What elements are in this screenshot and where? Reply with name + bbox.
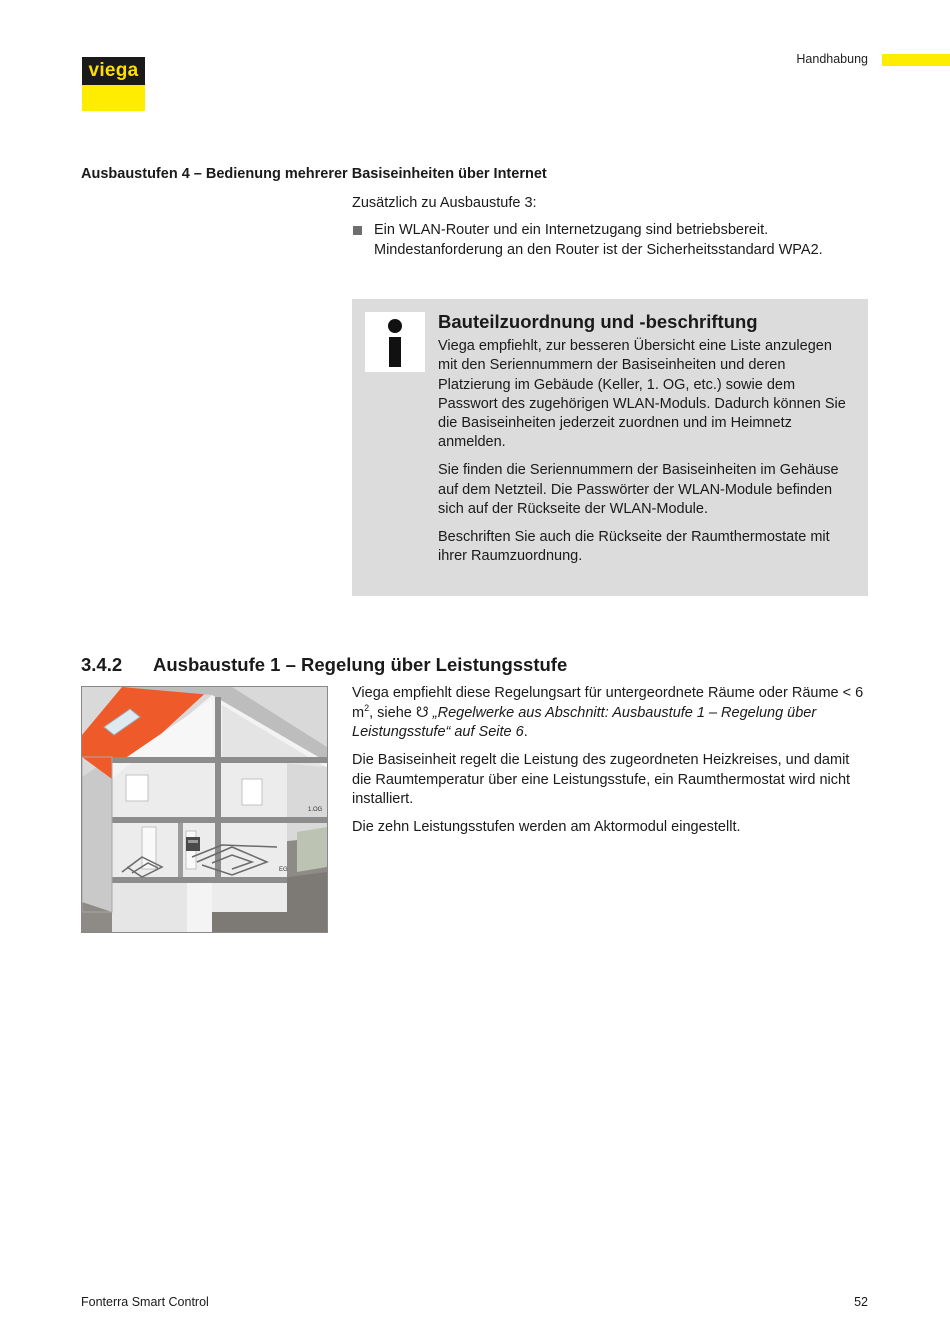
info-paragraph-3: Beschriften Sie auch die Rückseite der Raumthermostate mit ihrer Raumzuordnung. [438,528,830,564]
info-content [438,311,850,575]
house-illustration [81,686,328,933]
bullet-item [352,221,890,260]
section-marker-bar [882,54,950,66]
section-number: 3.4.2 [81,654,123,675]
reference-link[interactable]: ☋ „Regelwerke aus Abschnitt: Ausbaustufe 1 – Regelung über Leistungsstufe“ auf Seite 6 [352,704,817,740]
section-body [352,684,868,846]
heading-ausbaustufe-4: Ausbaustufen 4 – Bedienung mehrerer Basiseinheiten über Internet [81,166,547,182]
footer-product: Fonterra Smart Control [81,1295,209,1309]
logo-text: viega [82,57,145,85]
info-title: Bauteilzuordnung und -beschriftung [438,311,758,332]
bullet-text: Ein WLAN-Router und ein Internetzugang sind betriebsbereit. Mindestanforderung an den Router ist der Sicherheitsstandard WPA2. [374,222,823,258]
link-arrow-icon: ☋ [415,704,429,721]
info-icon [365,312,425,372]
section-title: Ausbaustufe 1 – Regelung über Leistungsstufe [153,654,568,675]
body-paragraph-3: Die zehn Leistungsstufen werden am Aktormodul eingestellt. [352,819,741,835]
bullet-square-icon [353,226,362,235]
body-paragraph-1: Viega empfiehlt diese Regelungsart für untergeordnete Räume oder Räume < 6 $m^2$, siehe ☋ „Regelwerke aus Abschnitt: Ausbaustufe 1 – Regelung über Leistungsstufe“ auf Seite 6. [352,685,864,740]
info-paragraph-1: Viega empfiehlt, zur besseren Übersicht eine Liste anzulegen mit den Seriennummern der Basiseinheiten und deren Platzierung im Gebäude (Keller, 1. OG, etc.) sowie dem Passwort des zugehörigen WLAN-Moduls. Dadurch können Sie die Basiseinheiten jederzeit zuordnen und im Heimnetz anmelden. [438,338,846,451]
intro-text: Zusätzlich zu Ausbaustufe 3: [352,195,537,211]
section-label: Handhabung [796,52,868,66]
viega-logo [82,57,145,111]
label-eg: EG [279,867,288,873]
label-1og: 1.OG [308,807,323,813]
body-paragraph-2: Die Basiseinheit regelt die Leistung des zugeordneten Heizkreises, und damit die Raumtemperatur über eine Leistungsstufe, ein Raumthermostat wird nicht installiert. [352,752,851,807]
logo-yellow-band [82,85,145,111]
info-paragraph-2: Sie finden die Seriennummern der Basiseinheiten im Gehäuse auf dem Netzteil. Die Passwörter der WLAN-Module befinden sich auf der Rückseite der WLAN-Module. [438,462,839,517]
info-box [352,299,868,596]
page-number: 52 [854,1295,868,1309]
